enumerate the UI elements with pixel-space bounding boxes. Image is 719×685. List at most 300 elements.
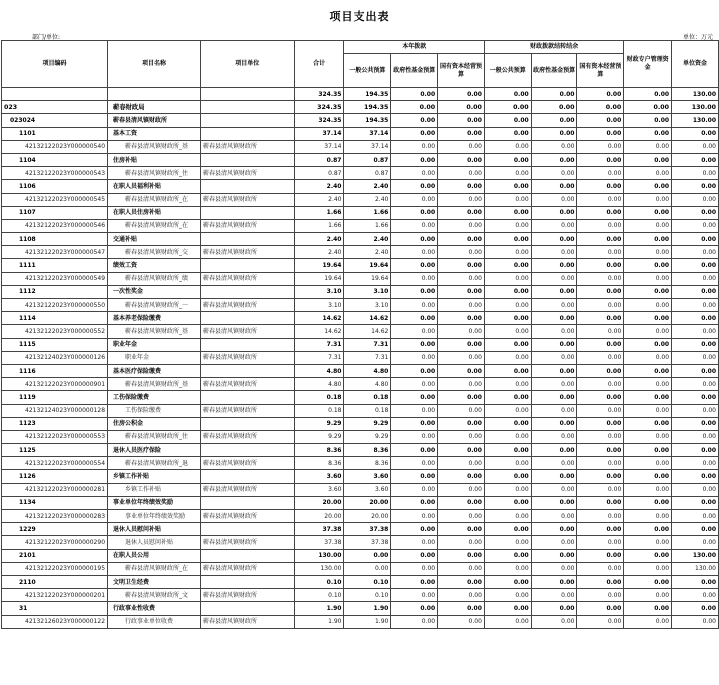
cell-amount: 0.00: [577, 589, 624, 602]
header-unit-funds: 单位资金: [672, 41, 719, 88]
table-row: [2, 602, 719, 615]
cell-code: 1119: [2, 391, 108, 404]
cell-amount: 0.00: [577, 246, 624, 259]
cell-amount: 0.00: [624, 378, 672, 391]
cell-amount: 130.00: [672, 549, 719, 562]
cell-amount: 0.00: [484, 180, 531, 193]
cell-amount: 0.00: [577, 193, 624, 206]
cell-name: 工伤保险缴费: [108, 404, 201, 417]
table-row: [2, 114, 719, 127]
table-row: [2, 206, 719, 219]
cell-amount: 0.00: [531, 299, 577, 312]
cell-amount: 0.00: [624, 285, 672, 298]
cell-unit: [200, 285, 294, 298]
cell-code: 1104: [2, 153, 108, 166]
cell-amount: 0.00: [577, 351, 624, 364]
table-row: [2, 589, 719, 602]
cell-amount: 0.00: [438, 364, 485, 377]
cell-name: 在职人员住房补贴: [108, 206, 201, 219]
table-row: [2, 153, 719, 166]
cell-amount: 0.00: [624, 114, 672, 127]
cell-unit: 蕲春县清风镇财政所: [200, 325, 294, 338]
cell-name: 蕲春县清风镇财政所_绩: [108, 272, 201, 285]
cell-amount: 0.00: [484, 299, 531, 312]
cell-amount: 0.00: [624, 391, 672, 404]
cell-amount: 0.00: [484, 101, 531, 114]
cell-amount: 0.10: [294, 575, 344, 588]
table-row: [2, 444, 719, 457]
cell-amount: 0.00: [484, 285, 531, 298]
cell-amount: 0.00: [438, 233, 485, 246]
cell-amount: 0.00: [391, 378, 438, 391]
cell-amount: 0.00: [391, 404, 438, 417]
cell-amount: 130.00: [672, 562, 719, 575]
cell-amount: 0.00: [624, 259, 672, 272]
cell-amount: 0.00: [484, 246, 531, 259]
cell-amount: 0.00: [624, 364, 672, 377]
cell-amount: 0.00: [391, 523, 438, 536]
cell-amount: 0.00: [577, 483, 624, 496]
cell-name: 事业单位年终绩效奖励: [108, 510, 201, 523]
cell-amount: 0.00: [391, 391, 438, 404]
cell-amount: 0.00: [672, 299, 719, 312]
cell-amount: 0.00: [577, 430, 624, 443]
cell-code: 1101: [2, 127, 108, 140]
cell-amount: 0.00: [577, 233, 624, 246]
cell-amount: 0.00: [531, 167, 577, 180]
cell-amount: 0.00: [672, 140, 719, 153]
cell-unit: 蕲春县清风镇财政所: [200, 140, 294, 153]
cell-amount: 7.31: [294, 338, 344, 351]
cell-amount: 0.00: [531, 312, 577, 325]
expenditure-table: [1, 40, 719, 629]
cell-unit: [200, 496, 294, 509]
table-row: [2, 233, 719, 246]
cell-amount: 0.00: [577, 153, 624, 166]
header-code: 项目编码: [2, 41, 108, 88]
cell-amount: 0.00: [624, 272, 672, 285]
cell-amount: 0.87: [294, 153, 344, 166]
cell-code: 2110: [2, 575, 108, 588]
cell-amount: 0.10: [344, 589, 391, 602]
cell-amount: 0.00: [577, 510, 624, 523]
cell-amount: 0.00: [438, 312, 485, 325]
cell-amount: 0.00: [531, 338, 577, 351]
cell-amount: 2.40: [344, 180, 391, 193]
cell-amount: 0.00: [672, 338, 719, 351]
cell-amount: 2.40: [294, 193, 344, 206]
cell-code: 42132122023Y000000290: [2, 536, 108, 549]
cell-amount: 0.00: [577, 404, 624, 417]
cell-code: [2, 88, 108, 101]
cell-amount: 0.00: [438, 496, 485, 509]
cell-name: 蕲春县清风镇财政所: [108, 114, 201, 127]
cell-amount: 0.00: [577, 378, 624, 391]
cell-amount: 0.00: [484, 483, 531, 496]
cell-amount: 0.00: [438, 457, 485, 470]
cell-name: 绩效工资: [108, 259, 201, 272]
cell-amount: 1.90: [294, 602, 344, 615]
table-row: [2, 285, 719, 298]
cell-amount: 0.00: [531, 219, 577, 232]
cell-name: 蕲春县清风镇财政所_基: [108, 140, 201, 153]
cell-amount: 0.00: [438, 153, 485, 166]
cell-amount: 14.62: [294, 325, 344, 338]
cell-amount: 3.10: [294, 285, 344, 298]
cell-amount: 8.36: [344, 444, 391, 457]
cell-code: 31: [2, 602, 108, 615]
table-row: [2, 549, 719, 562]
cell-amount: 0.00: [531, 602, 577, 615]
cell-code: 1107: [2, 206, 108, 219]
cell-amount: 7.31: [294, 351, 344, 364]
cell-amount: 0.00: [624, 312, 672, 325]
cell-amount: 0.00: [344, 562, 391, 575]
cell-amount: 37.38: [294, 523, 344, 536]
cell-amount: 0.00: [577, 206, 624, 219]
cell-amount: 0.00: [577, 496, 624, 509]
table-row: [2, 351, 719, 364]
cell-amount: 4.80: [294, 378, 344, 391]
table-row: [2, 457, 719, 470]
table-row: [2, 272, 719, 285]
cell-amount: 0.00: [577, 575, 624, 588]
unit-label: 单位：万元: [682, 34, 713, 41]
cell-amount: 0.00: [624, 206, 672, 219]
cell-amount: 0.00: [391, 140, 438, 153]
cell-amount: 0.00: [577, 391, 624, 404]
cell-code: 42132122023Y000000195: [2, 562, 108, 575]
cell-amount: 0.00: [484, 391, 531, 404]
cell-amount: 0.00: [672, 444, 719, 457]
cell-amount: 0.00: [531, 444, 577, 457]
cell-code: 42132122023Y000000201: [2, 589, 108, 602]
cell-name: 蕲春县清风镇财政所_基: [108, 325, 201, 338]
dept-label: 部门/单位:: [32, 34, 61, 41]
cell-amount: 0.00: [391, 549, 438, 562]
cell-amount: 0.00: [438, 180, 485, 193]
cell-amount: 0.00: [391, 457, 438, 470]
cell-name: 退休人员慰问补贴: [108, 523, 201, 536]
cell-amount: 0.00: [391, 615, 438, 628]
header-total: 合计: [294, 41, 344, 88]
cell-code: 42132122023Y000000549: [2, 272, 108, 285]
cell-amount: 0.00: [484, 167, 531, 180]
cell-unit: 蕲春县清风镇财政所: [200, 615, 294, 628]
cell-code: 1112: [2, 285, 108, 298]
cell-amount: 0.00: [672, 259, 719, 272]
cell-amount: 0.00: [484, 510, 531, 523]
cell-amount: 3.60: [344, 470, 391, 483]
cell-amount: 0.18: [344, 391, 391, 404]
table-row: [2, 88, 719, 101]
cell-amount: 0.00: [391, 285, 438, 298]
cell-amount: 130.00: [294, 549, 344, 562]
cell-amount: 0.00: [391, 127, 438, 140]
cell-amount: 9.29: [344, 430, 391, 443]
cell-amount: 0.00: [672, 602, 719, 615]
cell-amount: 0.00: [391, 219, 438, 232]
cell-amount: 0.00: [391, 193, 438, 206]
cell-amount: 0.00: [531, 562, 577, 575]
cell-amount: 0.00: [531, 127, 577, 140]
cell-amount: 3.10: [294, 299, 344, 312]
cell-amount: 0.00: [624, 180, 672, 193]
cell-amount: 0.00: [672, 206, 719, 219]
cell-amount: 0.00: [624, 536, 672, 549]
table-row: [2, 180, 719, 193]
cell-amount: 0.00: [438, 575, 485, 588]
cell-amount: 0.00: [577, 259, 624, 272]
cell-amount: 37.14: [294, 140, 344, 153]
cell-code: 1126: [2, 470, 108, 483]
cell-name: 蕲春县清风镇财政所_退: [108, 457, 201, 470]
cell-amount: 0.00: [484, 536, 531, 549]
cell-code: 42132122023Y000000550: [2, 299, 108, 312]
cell-amount: 0.87: [294, 167, 344, 180]
cell-unit: 蕲春县清风镇财政所: [200, 351, 294, 364]
cell-amount: 0.00: [438, 206, 485, 219]
cell-amount: 0.00: [577, 536, 624, 549]
cell-amount: 0.00: [672, 536, 719, 549]
cell-amount: 0.00: [672, 575, 719, 588]
cell-amount: 0.00: [391, 233, 438, 246]
cell-amount: 0.00: [672, 325, 719, 338]
cell-amount: 130.00: [672, 88, 719, 101]
cell-amount: 0.00: [391, 272, 438, 285]
cell-unit: [200, 470, 294, 483]
cell-amount: 0.00: [391, 246, 438, 259]
cell-amount: 0.00: [531, 351, 577, 364]
cell-amount: 0.00: [577, 219, 624, 232]
cell-amount: 0.00: [672, 470, 719, 483]
cell-amount: 0.00: [577, 444, 624, 457]
cell-code: 42132122023Y000000553: [2, 430, 108, 443]
cell-amount: 2.40: [294, 246, 344, 259]
cell-amount: 0.00: [624, 510, 672, 523]
cell-code: 1114: [2, 312, 108, 325]
cell-amount: 0.00: [484, 417, 531, 430]
cell-amount: 130.00: [672, 114, 719, 127]
cell-amount: 20.00: [294, 496, 344, 509]
cell-code: 2101: [2, 549, 108, 562]
cell-code: 1116: [2, 364, 108, 377]
cell-unit: [200, 180, 294, 193]
cell-unit: [200, 391, 294, 404]
cell-amount: 0.00: [391, 562, 438, 575]
cell-amount: 0.00: [391, 510, 438, 523]
cell-code: 42132122023Y000000554: [2, 457, 108, 470]
cell-amount: 0.00: [531, 483, 577, 496]
table-row: [2, 101, 719, 114]
cell-amount: 0.00: [438, 391, 485, 404]
table-row: [2, 312, 719, 325]
cell-amount: 0.00: [672, 219, 719, 232]
cell-amount: 0.00: [484, 114, 531, 127]
cell-unit: 蕲春县清风镇财政所: [200, 219, 294, 232]
cell-amount: 0.00: [391, 589, 438, 602]
cell-name: 事业单位年终绩效奖励: [108, 496, 201, 509]
cell-amount: 0.00: [624, 417, 672, 430]
cell-amount: 0.00: [531, 589, 577, 602]
cell-amount: 0.00: [391, 483, 438, 496]
cell-amount: 0.00: [624, 101, 672, 114]
cell-amount: 0.00: [672, 351, 719, 364]
cell-amount: 0.00: [672, 285, 719, 298]
table-row: [2, 299, 719, 312]
cell-amount: 2.40: [344, 193, 391, 206]
cell-amount: 0.00: [672, 404, 719, 417]
cell-unit: 蕲春县清风镇财政所: [200, 536, 294, 549]
cell-name: 在职人员福利补贴: [108, 180, 201, 193]
cell-amount: 0.00: [531, 417, 577, 430]
cell-unit: 蕲春县清风镇财政所: [200, 378, 294, 391]
cell-amount: 0.00: [531, 272, 577, 285]
cell-amount: 0.00: [531, 325, 577, 338]
cell-amount: 0.00: [531, 510, 577, 523]
cell-amount: 0.00: [484, 404, 531, 417]
cell-amount: 20.00: [344, 510, 391, 523]
cell-amount: 0.00: [577, 602, 624, 615]
cell-amount: 0.00: [391, 351, 438, 364]
cell-amount: 7.31: [344, 338, 391, 351]
cell-amount: 4.80: [344, 364, 391, 377]
cell-amount: 2.40: [344, 233, 391, 246]
cell-amount: 0.00: [577, 364, 624, 377]
cell-code: 1106: [2, 180, 108, 193]
cell-amount: 0.00: [391, 312, 438, 325]
cell-amount: 2.40: [294, 180, 344, 193]
cell-amount: 0.00: [484, 140, 531, 153]
cell-amount: 19.64: [344, 259, 391, 272]
header-unit: 项目单位: [200, 41, 294, 88]
header-name: 项目名称: [108, 41, 201, 88]
cell-name: 退休人员慰问补贴: [108, 536, 201, 549]
header-fiscal-special: 财政专户管理资金: [624, 41, 672, 88]
cell-amount: 0.00: [438, 602, 485, 615]
cell-amount: 0.00: [391, 417, 438, 430]
table-row: [2, 536, 719, 549]
cell-amount: 0.00: [484, 615, 531, 628]
cell-amount: 14.62: [294, 312, 344, 325]
cell-amount: 0.00: [438, 219, 485, 232]
cell-amount: 0.00: [531, 378, 577, 391]
cell-amount: 0.00: [672, 378, 719, 391]
cell-unit: [200, 417, 294, 430]
cell-name: 蕲春县清风镇财政所_住: [108, 430, 201, 443]
cell-unit: [200, 127, 294, 140]
header-gov-fund: 政府性基金预算: [391, 54, 438, 88]
cell-amount: 0.00: [577, 285, 624, 298]
cell-name: [108, 88, 201, 101]
cell-name: 蕲春县清风镇财政所_基: [108, 378, 201, 391]
cell-amount: 0.00: [438, 549, 485, 562]
cell-amount: 0.00: [531, 114, 577, 127]
cell-amount: 37.14: [344, 140, 391, 153]
cell-code: 42132122023Y000000901: [2, 378, 108, 391]
table-row: [2, 470, 719, 483]
cell-name: 蕲春财政局: [108, 101, 201, 114]
cell-amount: 0.00: [484, 325, 531, 338]
cell-amount: 0.00: [624, 496, 672, 509]
cell-amount: 0.00: [577, 615, 624, 628]
cell-amount: 1.66: [344, 219, 391, 232]
cell-amount: 0.00: [484, 88, 531, 101]
table-body: [2, 88, 719, 629]
cell-amount: 0.00: [672, 523, 719, 536]
cell-amount: 0.00: [624, 167, 672, 180]
cell-amount: 0.00: [391, 430, 438, 443]
cell-amount: 0.00: [577, 167, 624, 180]
cell-amount: 0.00: [391, 575, 438, 588]
cell-amount: 0.00: [672, 272, 719, 285]
cell-amount: 7.31: [344, 351, 391, 364]
cell-amount: 0.87: [344, 167, 391, 180]
cell-amount: 0.00: [484, 602, 531, 615]
cell-amount: 4.80: [344, 378, 391, 391]
cell-amount: 0.00: [484, 153, 531, 166]
table-row: [2, 127, 719, 140]
cell-amount: 0.00: [577, 180, 624, 193]
cell-amount: 0.00: [624, 602, 672, 615]
cell-name: 在职人员公用: [108, 549, 201, 562]
cell-name: 基本养老保险缴费: [108, 312, 201, 325]
cell-amount: 0.00: [438, 140, 485, 153]
cell-unit: 蕲春县清风镇财政所: [200, 562, 294, 575]
table-row: [2, 391, 719, 404]
header-gen-budget: 一般公共预算: [344, 54, 391, 88]
cell-amount: 0.00: [438, 167, 485, 180]
cell-amount: 324.35: [294, 101, 344, 114]
cell-amount: 0.00: [484, 233, 531, 246]
cell-amount: 0.00: [438, 351, 485, 364]
cell-unit: 蕲春县清风镇财政所: [200, 404, 294, 417]
cell-amount: 0.00: [484, 523, 531, 536]
cell-amount: 19.64: [294, 272, 344, 285]
cell-amount: 0.00: [484, 259, 531, 272]
cell-code: 42132124023Y000000126: [2, 351, 108, 364]
cell-amount: 0.00: [577, 299, 624, 312]
table-row: [2, 246, 719, 259]
cell-code: 1229: [2, 523, 108, 536]
cell-name: 蕲春县清风镇财政所_在: [108, 193, 201, 206]
cell-code: 42132126023Y000000122: [2, 615, 108, 628]
cell-unit: 蕲春县清风镇财政所: [200, 272, 294, 285]
cell-amount: 0.00: [531, 496, 577, 509]
cell-code: 1115: [2, 338, 108, 351]
cell-amount: 0.00: [438, 127, 485, 140]
table-row: [2, 378, 719, 391]
cell-amount: 0.00: [531, 457, 577, 470]
cell-amount: 0.00: [391, 153, 438, 166]
cell-amount: 0.00: [438, 378, 485, 391]
cell-amount: 0.00: [531, 430, 577, 443]
cell-amount: 0.00: [624, 470, 672, 483]
table-row: [2, 404, 719, 417]
cell-amount: 0.00: [438, 259, 485, 272]
table-row: [2, 575, 719, 588]
cell-amount: 0.00: [391, 167, 438, 180]
cell-unit: [200, 338, 294, 351]
cell-amount: 0.00: [531, 193, 577, 206]
cell-amount: 1.90: [344, 602, 391, 615]
cell-amount: 1.90: [344, 615, 391, 628]
table-row: [2, 483, 719, 496]
cell-amount: 0.00: [624, 549, 672, 562]
cell-amount: 0.00: [672, 589, 719, 602]
header-gen-budget-carry: 一般公共预算: [484, 54, 531, 88]
cell-unit: 蕲春县清风镇财政所: [200, 246, 294, 259]
